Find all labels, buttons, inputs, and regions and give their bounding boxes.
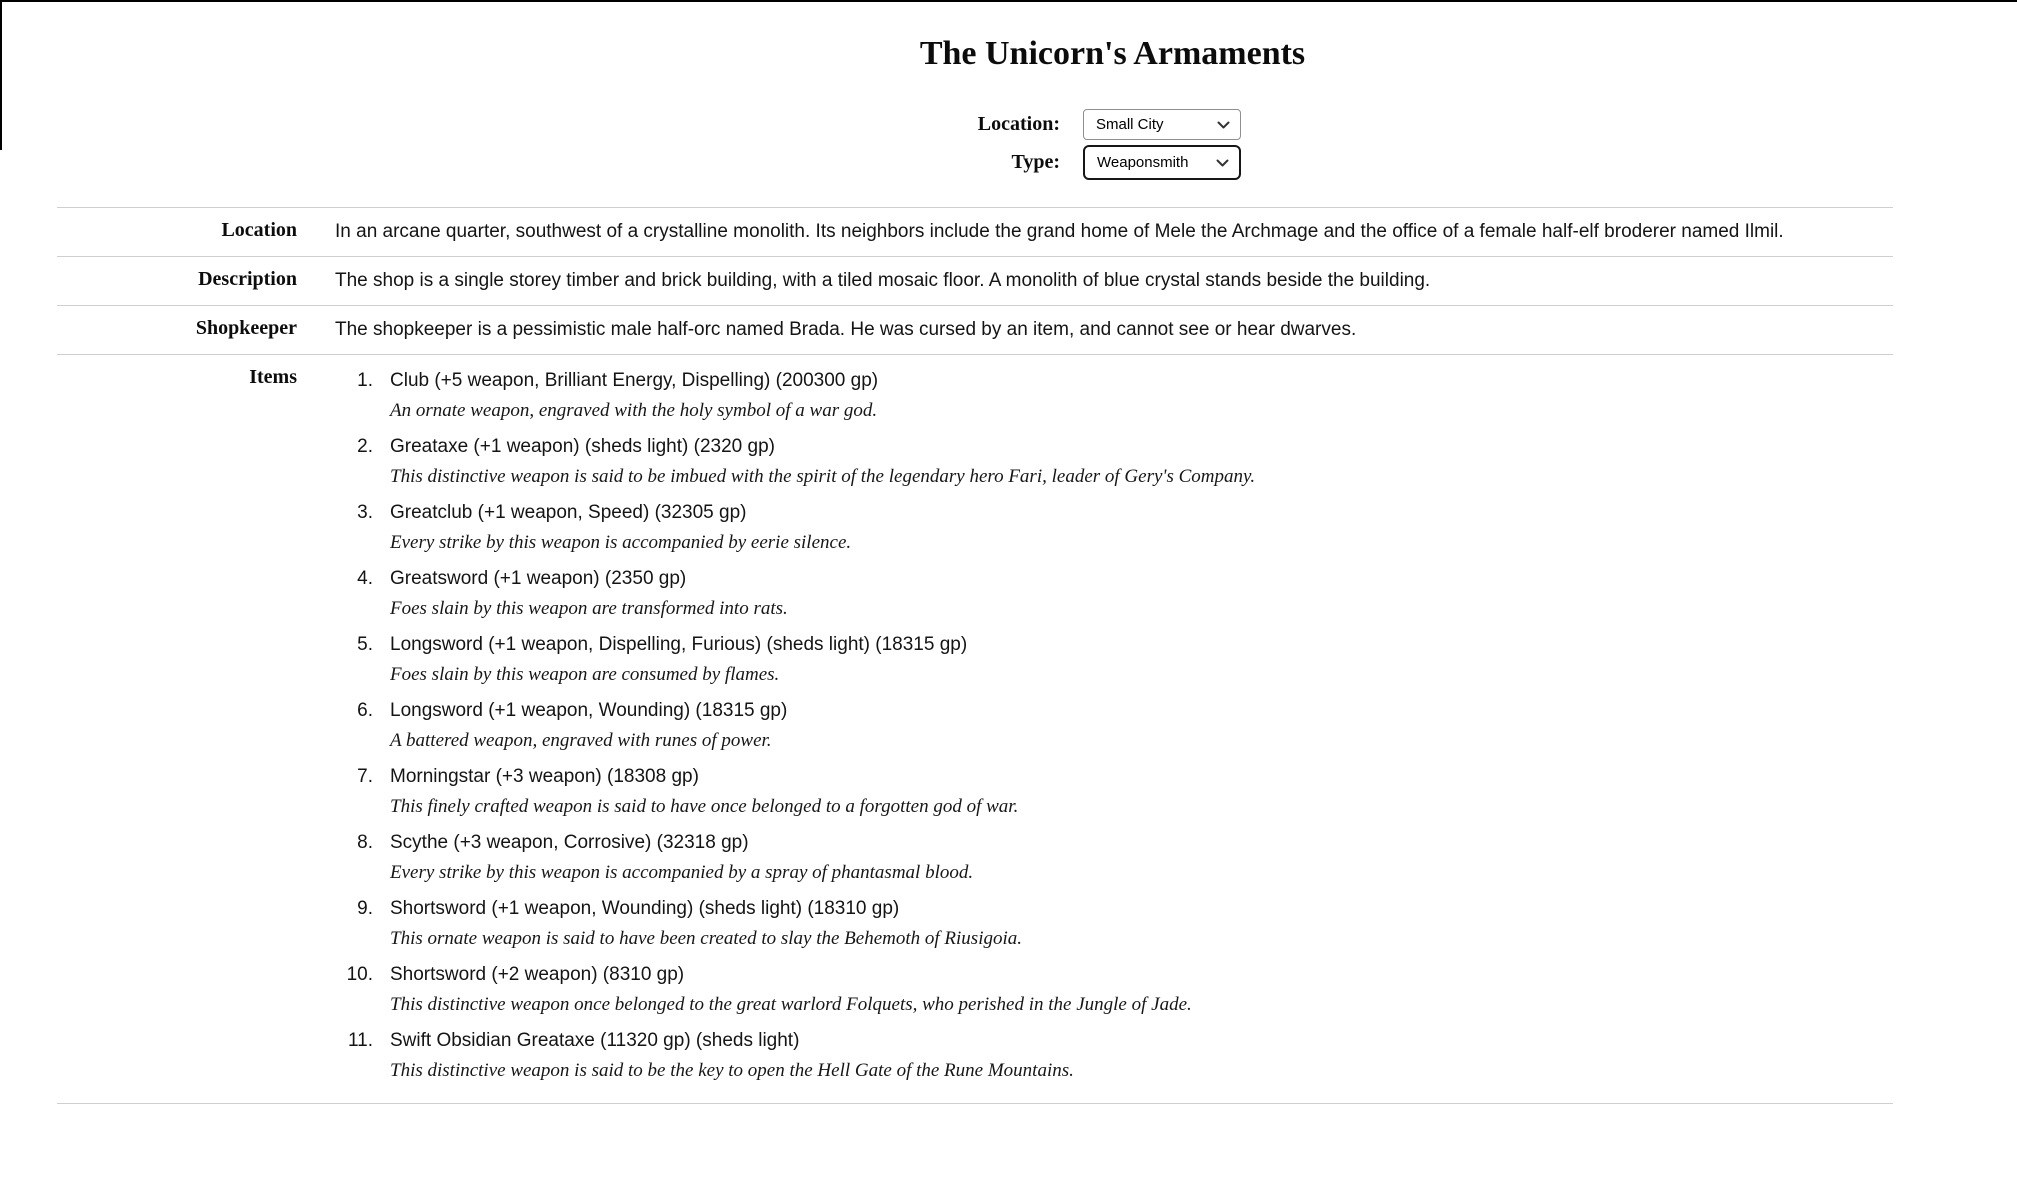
window-frame-top-edge [0, 0, 2017, 2]
type-row [900, 145, 1241, 180]
location-row [900, 109, 1241, 140]
item-number: 5. [357, 634, 373, 655]
row-label: Shopkeeper [195, 317, 297, 339]
item-number: 3. [357, 502, 373, 523]
type-select-value: Weaponsmith [1097, 154, 1189, 171]
item-name: Shortsword (+1 weapon, Wounding) (sheds light) (18310 gp) [390, 898, 900, 919]
row-label: Description [198, 268, 297, 290]
item-description: This distinctive weapon is said to be imbued with the spirit of the legendary hero Fari, leader of Gery's Company. [390, 466, 1256, 487]
item-number: 9. [357, 898, 373, 919]
item-name: Greatsword (+1 weapon) (2350 gp) [390, 568, 687, 589]
item-description: This finely crafted weapon is said to have once belonged to a forgotten god of war. [390, 796, 1019, 817]
table-row [57, 355, 1893, 1104]
shop-details-table [57, 207, 1893, 1104]
item-description: Every strike by this weapon is accompanied by a spray of phantasmal blood. [390, 862, 974, 883]
table-row [57, 306, 1893, 355]
items-list [335, 366, 1893, 1086]
type-select-label: Type: [1011, 151, 1060, 173]
item-description: A battered weapon, engraved with runes of power. [390, 730, 772, 751]
item-name: Shortsword (+2 weapon) (8310 gp) [390, 964, 685, 985]
shop-item [335, 696, 1893, 756]
item-description: Foes slain by this weapon are consumed by flames. [390, 664, 780, 685]
item-number: 8. [357, 832, 373, 853]
shop-item [335, 894, 1893, 954]
item-name: Longsword (+1 weapon, Dispelling, Furious) (sheds light) (18315 gp) [390, 634, 968, 655]
item-description: This ornate weapon is said to have been created to slay the Behemoth of Riusigoia. [390, 928, 1023, 949]
item-name: Greatclub (+1 weapon, Speed) (32305 gp) [390, 502, 747, 523]
shop-item [335, 564, 1893, 624]
shop-item [335, 498, 1893, 558]
location-select-label: Location: [977, 113, 1060, 135]
item-number: 7. [357, 766, 373, 787]
location-select-value: Small City [1096, 116, 1164, 133]
item-number: 4. [357, 568, 373, 589]
shop-item [335, 960, 1893, 1020]
location-select[interactable] [1083, 109, 1241, 140]
description-text: The shop is a single storey timber and brick building, with a tiled mosaic floor. A monolith of blue crystal stands beside the building. [335, 270, 1431, 291]
item-number: 2. [357, 436, 373, 457]
item-name: Swift Obsidian Greataxe (11320 gp) (sheds light) [390, 1030, 800, 1051]
table-row [57, 208, 1893, 257]
item-number: 10. [346, 964, 373, 985]
table-row [57, 257, 1893, 306]
item-name: Morningstar (+3 weapon) (18308 gp) [390, 766, 699, 787]
item-name: Longsword (+1 weapon, Wounding) (18315 gp) [390, 700, 788, 721]
item-description: This distinctive weapon once belonged to the great warlord Folquets, who perished in the Jungle of Jade. [390, 994, 1192, 1015]
item-description: An ornate weapon, engraved with the holy symbol of a war god. [390, 400, 878, 421]
page-title: The Unicorn's Armaments [919, 35, 1306, 72]
shopkeeper-text: The shopkeeper is a pessimistic male half-orc named Brada. He was cursed by an item, and cannot see or hear dwarves. [335, 319, 1357, 340]
item-number: 6. [357, 700, 373, 721]
type-select[interactable] [1083, 145, 1241, 180]
chevron-down-icon [1216, 159, 1229, 167]
location-text: In an arcane quarter, southwest of a crystalline monolith. Its neighbors include the grand home of Mele the Archmage and the office of a female half-elf broderer named Ilmil. [335, 221, 1784, 242]
shop-item [335, 630, 1893, 690]
item-number: 11. [347, 1030, 373, 1051]
window-frame-left-edge [0, 0, 2, 150]
item-description: Every strike by this weapon is accompanied by eerie silence. [390, 532, 852, 553]
item-name: Scythe (+3 weapon, Corrosive) (32318 gp) [390, 832, 749, 853]
shop-settings-form [900, 109, 1241, 185]
shop-item [335, 1026, 1893, 1086]
shop-item [335, 828, 1893, 888]
shop-item [335, 762, 1893, 822]
chevron-down-icon [1217, 121, 1230, 129]
page-header [0, 34, 2017, 74]
row-label: Items [249, 366, 297, 388]
shop-item [335, 432, 1893, 492]
item-name: Club (+5 weapon, Brilliant Energy, Dispelling) (200300 gp) [390, 370, 879, 391]
item-number: 1. [357, 370, 373, 391]
shop-item [335, 366, 1893, 426]
item-description: Foes slain by this weapon are transformed into rats. [390, 598, 788, 619]
row-label: Location [221, 219, 297, 241]
item-description: This distinctive weapon is said to be the key to open the Hell Gate of the Rune Mountains. [390, 1060, 1074, 1081]
item-name: Greataxe (+1 weapon) (sheds light) (2320 gp) [390, 436, 775, 457]
